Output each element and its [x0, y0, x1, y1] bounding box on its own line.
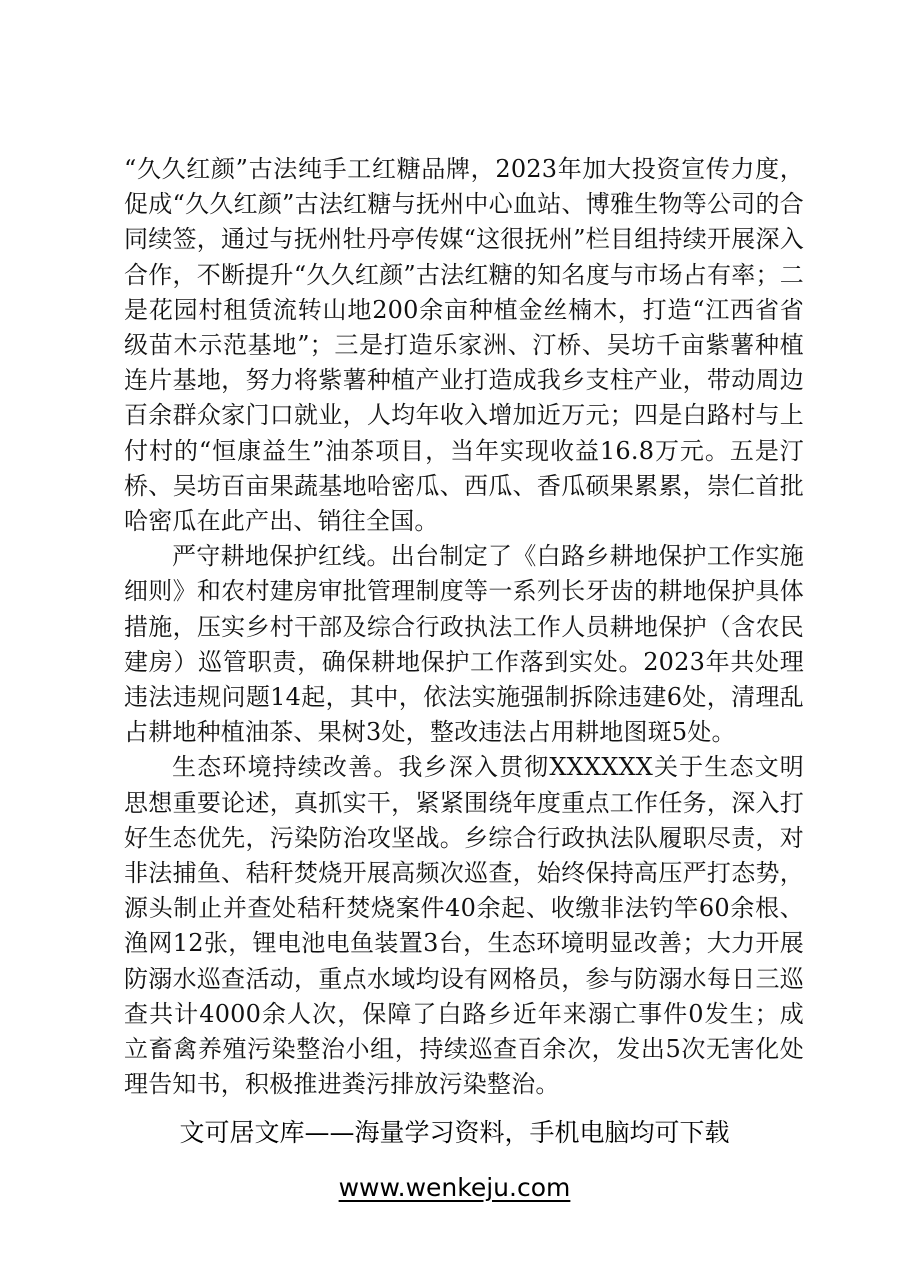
footer-banner-title: 文可居文库——海量学习资料，手机电脑均可下载: [179, 1118, 730, 1147]
footer-url-link[interactable]: www.wenkeju.com: [338, 1173, 571, 1202]
paragraph-farmland-protection: 严守耕地保护红线。出台制定了《白路乡耕地保护工作实施细则》和农村建房审批管理制度等一系列长牙齿的耕地保护具体措施，压实乡村干部及综合行政执法工作人员耕地保护（含农民建房）巡管职责，确保耕地保护工作落到实处。2023年共处理违法违规问题14起，其中，依法实施强制拆除违建6处，清理乱占耕地种植油茶、果树3处，整改违法占用耕地图斑5处。: [124, 542, 804, 747]
document-body: [124, 152, 804, 1102]
paragraph-ecology: 生态环境持续改善。我乡深入贯彻XXXXXX关于生态文明思想重要论述，真抓实干，紧紧围绕年度重点工作任务，深入打好生态优先，污染防治攻坚战。乡综合行政执法队履职尽责，对非法捕鱼、秸秆焚烧开展高频次巡查，始终保持高压严打态势，源头制止并查处秸秆焚烧案件40余起、收缴非法钓竿60余根、渔网12张，锂电池电鱼装置3台，生态环境明显改善；大力开展防溺水巡查活动，重点水域均设有网格员，参与防溺水每日三巡查共计4000余人次，保障了白路乡近年来溺亡事件0发生；成立畜禽养殖污染整治小组，持续巡查百余次，发出5次无害化处理告知书，积极推进粪污排放污染整治。: [124, 753, 804, 1099]
paragraph-continuation: “久久红颜”古法纯手工红糖品牌，2023年加大投资宣传力度，促成“久久红颜”古法红糖与抚州中心血站、博雅生物等公司的合同续签，通过与抚州牡丹亭传媒“这很抚州”栏目组持续开展深入合作，不断提升“久久红颜”古法红糖的知名度与市场占有率；二是花园村租赁流转山地200余亩种植金丝楠木，打造“江西省省级苗木示范基地”；三是打造乐家洲、汀桥、吴坊千亩紫薯种植连片基地，努力将紫薯种植产业打造成我乡支柱产业，带动周边百余群众家门口就业，人均年收入增加近万元；四是白路村与上付村的“恒康益生”油茶项目，当年实现收益16.8万元。五是汀桥、吴坊百亩果蔬基地哈密瓜、西瓜、香瓜硕果累累，崇仁首批哈密瓜在此产出、销往全国。: [124, 155, 804, 536]
